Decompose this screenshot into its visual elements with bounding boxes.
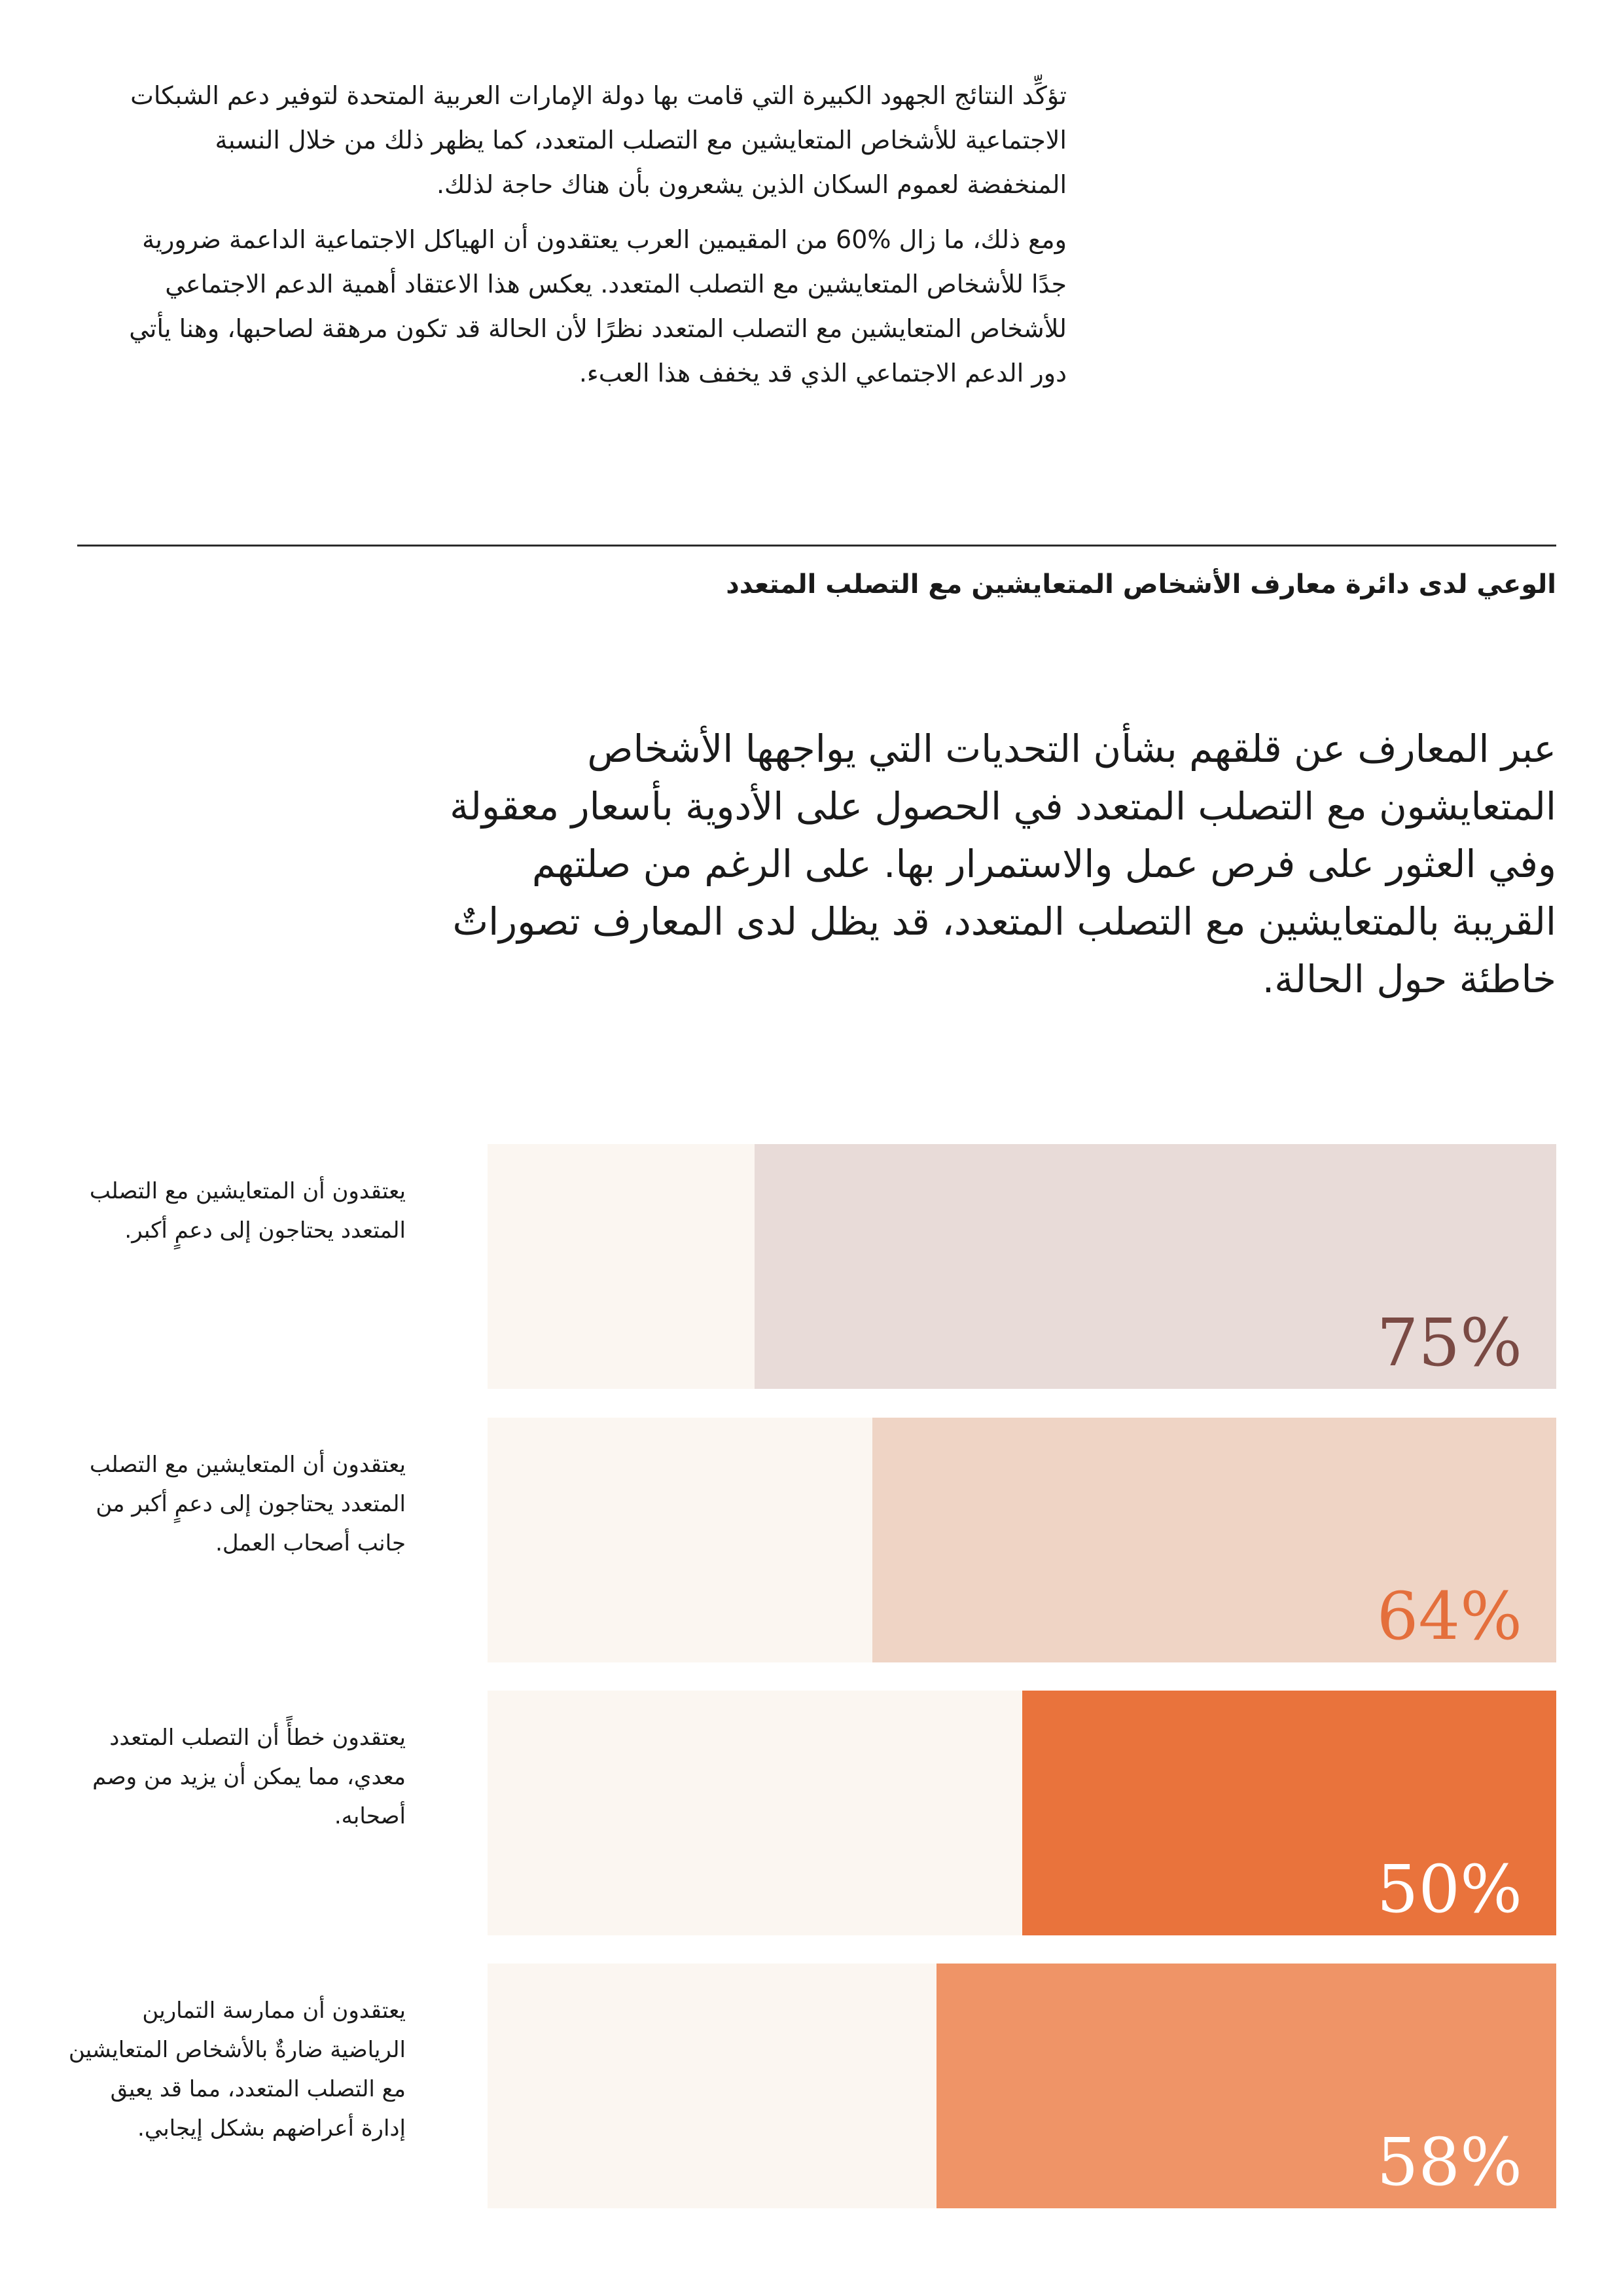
intro-paragraph: تؤكِّد النتائج الجهود الكبيرة التي قامت بها دولة الإمارات العربية المتحدة لتوفير دعم الشبكات الاجتماعية للأشخاص المتعايشين مع التصلب المتعدد، كما يظهر ذلك من خلال النسبة المنخفضة لعموم السكان الذين يشعرون بأن هناك حاجة لذلك.: [130, 81, 1067, 199]
bar-category-label: يعتقدون أن المتعايشين مع التصلب المتعدد يحتاجون إلى دعمٍ أكبر من جانب أصحاب العمل.: [89, 1452, 406, 1556]
bar-category-label: يعتقدون أن المتعايشين مع التصلب المتعدد يحتاجون إلى دعمٍ أكبر.: [89, 1178, 406, 1244]
section-divider: [77, 545, 1556, 547]
bar-category-label: يعتقدون أن ممارسة التمارين الرياضية ضارةٌ بالأشخاص المتعايشين مع التصلب المتعدد، مما قد يعيق إدارة أعراضهم بشكل إيجابي.: [68, 1998, 406, 2142]
bar-track: [488, 1144, 1556, 1389]
lead-statement: عبر المعارف عن قلقهم بشأن التحديات التي يواجهها الأشخاص المتعايشون مع التصلب المتعدد في الحصول على الأدوية بأسعار معقولة وفي العثور على فرص عمل والاستمرار بها. على الرغم من صلتهم القريبة بالمتعايشين مع التصلب المتعدد، قد يظل لدى المعارف تصوراتٌ خاطئة حول الحالة.: [450, 726, 1556, 1001]
bar-track: [488, 1964, 1556, 2208]
intro-paragraph: ومع ذلك، ما زال %60 من المقيمين العرب يعتقدون أن الهياكل الاجتماعية الداعمة ضرورية جدًا للأشخاص المتعايشين مع التصلب المتعدد. يعكس هذا الاعتقاد أهمية الدعم الاجتماعي للأشخاص المتعايشين مع التصلب المتعدد نظرًا لأن الحالة قد تكون مرهقة لصاحبها، وهنا يأتي دور الدعم الاجتماعي الذي قد يخفف هذا العبء.: [129, 225, 1067, 387]
bar-value-label: 58%: [1376, 2124, 1522, 2200]
bar-value-label: 50%: [1376, 1851, 1522, 1928]
bar-track: [488, 1691, 1556, 1935]
section-title: الوعي لدى دائرة معارف الأشخاص المتعايشين مع التصلب المتعدد: [726, 569, 1556, 600]
bar-value-label: 75%: [1376, 1304, 1522, 1381]
bar-value-label: 64%: [1376, 1578, 1522, 1655]
bar-track: [488, 1418, 1556, 1662]
intro-text: [111, 73, 1067, 395]
bar-category-label: يعتقدون خطأً أن التصلب المتعدد معدي، مما يمكن أن يزيد من وصم أصحابه.: [92, 1725, 406, 1829]
